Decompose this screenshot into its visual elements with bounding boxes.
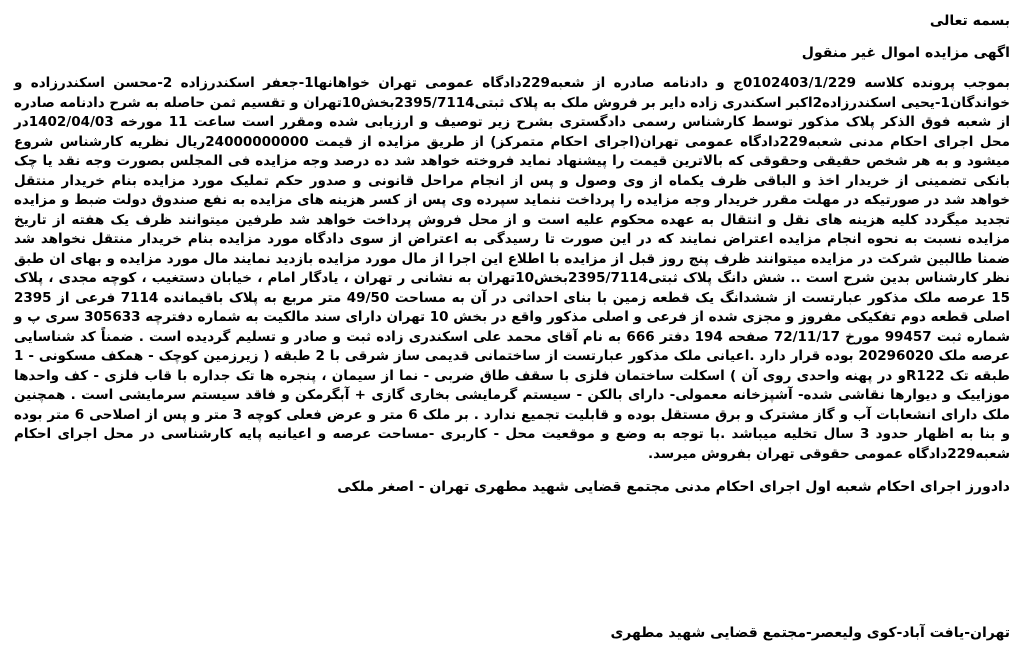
address-line: تهران-یافت آباد-کوی ولیعصر-مجتمع قضایی شهید مطهری [610, 625, 1010, 641]
notice-body: بموجب پرونده کلاسه 0102403/1/229ج و دادنامه صادره از شعبه229دادگاه عمومی تهران خواهانها1-جعفر اسکندرزاده 2-محسن اسکندرزاده و خواندگان1-یحیی اسکندرزاده2اکبر اسکندری زاده دایر بر فروش ملک به پلاک ثبتی2395/7114بخش10تهران و تقسیم ثمن حاصله به شرح دادنامه صادره از شعبه فوق الذکر پلاک مذکور توسط کارشناس رسمی دادگستری بشرح زیر توصیف و ارزیابی شده ومقرر است ساعت 11 مورخه 1402/04/03در محل اجرای احکام مدنی شعبه229دادگاه عمومی تهران(اجرای احکام متمرکز) از طریق مزایده از قیمت 24000000000ریال نظریه کارشناس شروع میشود و به هر شخص حقیقی وحقوقی که بالاترین قیمت را پیشنهاد نماید فروخته خواهد شد ده درصد وجه مزایده فی المجلس بصورت وجه نقد یا چک بانکی تضمینی از خریدار اخذ و الباقی ظرف یکماه از وی وصول و پس از انجام مراحل قانونی و صدور حکم تملیک مورد مزایده بنام خریدار منتقل خواهد شد در صورتیکه در مهلت مقرر خریدار وجه مزایده را پرداخت ننماید سپرده وی پس از کسر هزینه های مزایده به نفع صندوق دولت ضبط و مزایده تجدید میگردد کلیه هزینه های نقل و انتقال به عهده محکوم علیه است و از محل فروش پرداخت خواهد شد طرفین میتوانند ظرف یک هفته از تاریخ مزایده نسبت به نحوه انجام مزایده اعتراض نمایند که در این صورت تا رسیدگی به اعتراض از سوی دادگاه مورد مزایده بنام خریدار منتقل نخواهد شد ضمنا طالبین شرکت در مزایده میتوانند ظرف پنج روز قبل از مزایده با اطلاع این اجرا از مال مورد مزایده بازدید نمایند مال مورد مزایده و بهای ان طبق نظر کارشناس بدین شرح است .. شش دانگ پلاک ثبتی2395/7114بخش10تهران به نشانی ر تهران ، یادگار امام ، خیابان دستغیب ، کوچه مجدی ، پلاک 15 عرصه ملک مذکور عبارتست از ششدانگ یک قطعه زمین با بنای احداثی در آن به مساحت 49/50 متر مربع به پلاک باقیمانده 7114 فرعی از 2395 اصلی قطعه دوم تفکیکی مفروز و مجزی شده از فرعی و اصلی مذکور واقع در بخش 10 تهران دارای سند مالکیت به شماره دفترچه 305633 سری پ و شماره ثبت 99457 مورخ 72/11/17 صفحه 194 دفتر 666 به نام آقای محمد علی اسکندری زاده ثبت و صادر و تسلیم گردیده است . ضمناً کد شناسایی عرصه ملک 20296020 بوده قرار دارد .اعیانی ملک مذکور عبارتست از ساختمانی قدیمی ساز شرقی با 2 طبقه ( زیرزمین کوچک - همکف مسکونی - 1 طبقه تک R122و در پهنه واحدی روی آن ) اسکلت ساختمان فلزی با سقف طاق ضربی - نما از سیمان ، پنجره ها تک جداره با قاب فلزی - کف واحدها موزاییک و دیوارها نقاشی شده- آشپزخانه معمولی- دارای بالکن - سیستم گرمایشی بخاری گازی + آبگرمکن و فاقد سیستم سرمایشی است . همچنین ملک دارای انشعابات آب و گاز مشترک و برق مستقل بوده و قابلیت تجمیع ندارد . بر ملک 6 متر و عرض فعلی کوچه 3 متر و پس از اصلاحی 6 متر بوده و بنا به اظهار حدود 3 سال تخلیه میباشد .با توجه به وضع و موقعیت محل - کاربری -مساحت عرصه و اعیانیه پایه کارشناسی در محل اجرای احکام شعبه229دادگاه عمومی حقوقی تهران بفروش میرسد. [14, 75, 1011, 462]
notice-title: اگهی مزایده اموال غیر منقول [801, 45, 1010, 61]
bismillah-heading: بسمه تعالی [929, 13, 1010, 29]
signature-line: دادورز اجرای احکام شعبه اول اجرای احکام مدنی مجتمع قضایی شهید مطهری تهران - اصغر ملکی [337, 479, 1010, 495]
